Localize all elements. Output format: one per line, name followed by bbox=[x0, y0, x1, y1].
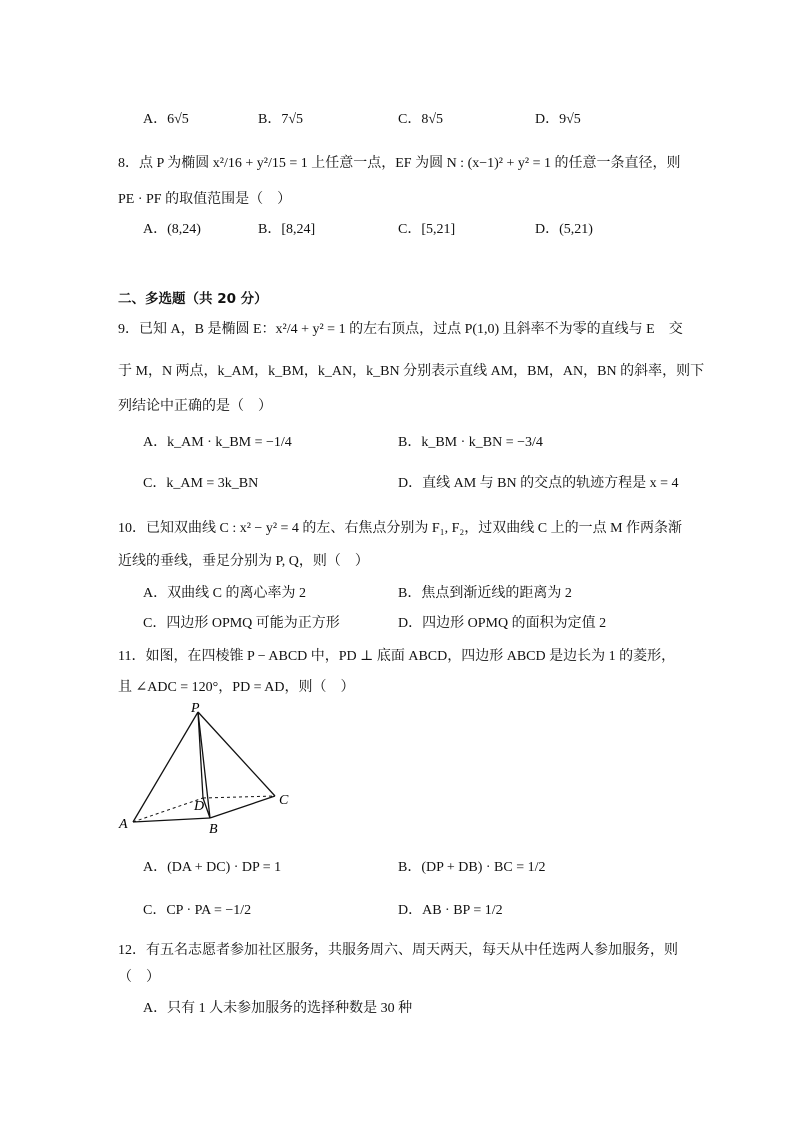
edge-dc bbox=[203, 796, 275, 798]
q8-stem-line2: PE · PF 的取值范围是（ ） bbox=[118, 192, 292, 207]
q10-stem-line1: 10．已知双曲线 C : x² − y² = 4 的左、右焦点分别为 F₁, F₂，过双曲线 C 上的一点 M 作两条渐 bbox=[118, 521, 683, 536]
q8-stem-line1: 8．点 P 为椭圆 x²/16 + y²/15 = 1 上任意一点，EF 为圆 N : (x−1)² + y² = 1 的任意一条直径，则 bbox=[118, 156, 681, 171]
section-title: 二、多选题（共 20 分） bbox=[118, 291, 268, 307]
label-a: A bbox=[119, 817, 128, 832]
edge-pa bbox=[133, 712, 198, 822]
q12-stem-line1: 12．有五名志愿者参加社区服务，共服务周六、周天两天，每天从中任选两人参加服务，则 bbox=[118, 943, 678, 958]
q10-option-a: A．双曲线 C 的离心率为 2 bbox=[143, 586, 306, 601]
q11-option-a: A．(DA + DC) · DP = 1 bbox=[143, 860, 282, 875]
q11-option-b: B．(DP + DB) · BC = 1/2 bbox=[398, 860, 546, 875]
q10-option-b: B．焦点到渐近线的距离为 2 bbox=[398, 586, 572, 601]
q9-option-c: C．k_AM = 3k_BN bbox=[143, 476, 259, 491]
q10-option-d: D．四边形 OPMQ 的面积为定值 2 bbox=[398, 616, 607, 631]
q11-stem-line1: 11．如图，在四棱锥 P − ABCD 中，PD ⊥ 底面 ABCD，四边形 ABCD 是边长为 1 的菱形， bbox=[118, 649, 676, 664]
q7-option-d: D．9√5 bbox=[535, 112, 581, 127]
q9-stem-line1: 9．已知 A，B 是椭圆 E：x²/4 + y² = 1 的左右顶点，过点 P(1,0) 且斜率不为零的直线与 E 交 bbox=[118, 322, 683, 337]
q8-option-a: A．(8,24) bbox=[143, 222, 201, 237]
q7-option-a: A．6√5 bbox=[143, 112, 189, 127]
q9-option-d: D．直线 AM 与 BN 的交点的轨迹方程是 x = 4 bbox=[398, 476, 679, 491]
q12-option-a: A．只有 1 人未参加服务的选择种数是 30 种 bbox=[143, 1001, 413, 1016]
q11-stem-line2: 且 ∠ADC = 120°，PD = AD，则（ ） bbox=[118, 680, 355, 695]
q7-option-b: B．7√5 bbox=[258, 112, 304, 127]
q9-option-a: A．k_AM · k_BM = −1/4 bbox=[143, 435, 292, 450]
edge-pc bbox=[198, 712, 275, 796]
q10-option-c: C．四边形 OPMQ 可能为正方形 bbox=[143, 616, 340, 631]
label-p: P bbox=[191, 701, 200, 716]
label-b: B bbox=[209, 822, 218, 837]
q8-option-d: D．(5,21) bbox=[535, 222, 593, 237]
q11-option-c: C．CP · PA = −1/2 bbox=[143, 903, 252, 918]
edge-bc bbox=[210, 796, 275, 818]
q9-stem-line2: 于 M，N 两点，k_AM，k_BM，k_AN，k_BN 分别表示直线 AM，BM，AN，BN 的斜率，则下 bbox=[118, 364, 705, 379]
q9-option-b: B．k_BM · k_BN = −3/4 bbox=[398, 435, 543, 450]
q9-stem-line3: 列结论中正确的是（ ） bbox=[118, 399, 272, 414]
label-d: D bbox=[194, 799, 205, 814]
q10-stem-line2: 近线的垂线，垂足分别为 P, Q，则（ ） bbox=[118, 554, 369, 569]
q8-option-c: C．[5,21] bbox=[398, 222, 456, 237]
q8-option-b: B．[8,24] bbox=[258, 222, 316, 237]
label-c: C bbox=[279, 793, 289, 808]
q11-option-d: D．AB · BP = 1/2 bbox=[398, 903, 503, 918]
edge-ab bbox=[133, 818, 210, 822]
q7-option-c: C．8√5 bbox=[398, 112, 444, 127]
pyramid-figure bbox=[115, 700, 315, 840]
q12-stem-line2: （ ） bbox=[118, 970, 160, 985]
